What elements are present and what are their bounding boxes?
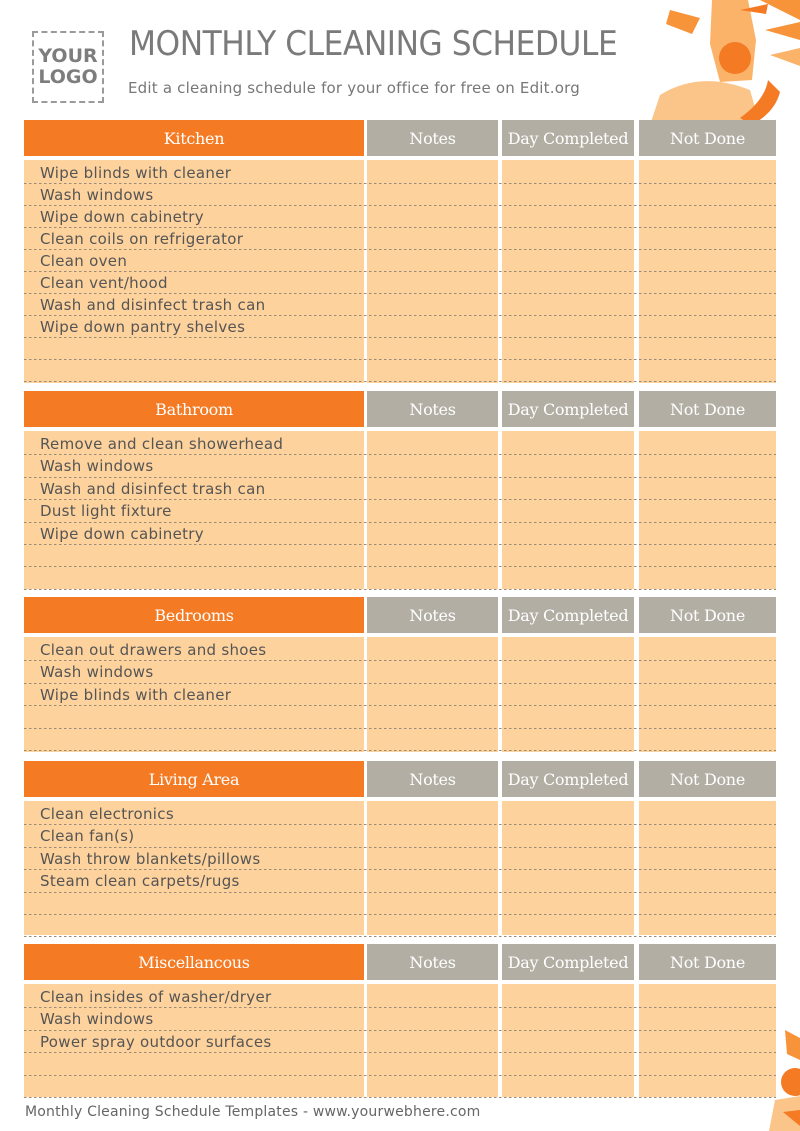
task-row[interactable]: [24, 1008, 776, 1030]
task-row[interactable]: [24, 915, 776, 937]
task-label: Dust light fixture: [40, 502, 172, 521]
task-label: Wash windows: [40, 1010, 154, 1029]
task-label: Power spray outdoor surfaces: [40, 1032, 272, 1051]
task-row[interactable]: [24, 684, 776, 706]
column-header-not-done: Not Done: [639, 944, 776, 980]
task-row[interactable]: [24, 316, 776, 338]
task-row[interactable]: [24, 986, 776, 1008]
section-living-area: [24, 761, 776, 935]
task-row[interactable]: [24, 294, 776, 316]
task-label: Clean vent/hood: [40, 274, 168, 292]
task-label: Wipe blinds with cleaner: [40, 685, 232, 704]
task-row[interactable]: [24, 433, 776, 455]
task-row[interactable]: [24, 567, 776, 589]
task-row[interactable]: [24, 500, 776, 522]
task-row[interactable]: [24, 661, 776, 683]
task-label: Remove and clean showerhead: [40, 435, 284, 453]
task-row[interactable]: [24, 825, 776, 847]
column-header-not-done: Not Done: [639, 120, 776, 156]
section-bedrooms: [24, 597, 776, 752]
logo-placeholder: [32, 31, 104, 103]
column-header-notes: Notes: [367, 944, 498, 980]
task-label: Clean out drawers and shoes: [40, 641, 267, 659]
task-label: Clean coils on refrigerator: [40, 230, 244, 248]
column-header-day-completed: Day Completed: [502, 597, 634, 633]
column-header-day-completed: Day Completed: [502, 391, 634, 427]
page-subtitle: Edit a cleaning schedule for your office for free on Edit.org: [128, 79, 580, 97]
task-row[interactable]: [24, 545, 776, 567]
task-row[interactable]: [24, 803, 776, 825]
task-row[interactable]: [24, 870, 776, 892]
task-label: Wash throw blankets/pillows: [40, 849, 261, 868]
task-label: Wipe down cabinetry: [40, 208, 204, 226]
task-label: Wash and disinfect trash can: [40, 479, 266, 498]
section-title: Bedrooms: [24, 597, 364, 633]
section-title: Kitchen: [24, 120, 364, 156]
task-label: Wash windows: [40, 457, 154, 476]
footer-text: Monthly Cleaning Schedule Templates - www.yourwebhere.com: [25, 1104, 481, 1120]
task-label: Clean electronics: [40, 805, 174, 823]
task-row[interactable]: [24, 478, 776, 500]
task-row[interactable]: [24, 848, 776, 870]
section-title: Living Area: [24, 761, 364, 797]
column-header-day-completed: Day Completed: [502, 761, 634, 797]
column-header-not-done: Not Done: [639, 391, 776, 427]
page-title: MONTHLY CLEANING SCHEDULE: [129, 24, 618, 64]
section-miscellaneous: [24, 944, 776, 1097]
task-row[interactable]: [24, 455, 776, 477]
task-row[interactable]: [24, 1031, 776, 1053]
task-label: Steam clean carpets/rugs: [40, 872, 240, 891]
task-row[interactable]: [24, 523, 776, 545]
section-header-row: [24, 120, 776, 156]
column-header-day-completed: Day Completed: [502, 944, 634, 980]
task-label: Wash and disinfect trash can: [40, 296, 266, 314]
column-header-day-completed: Day Completed: [502, 120, 634, 156]
logo-line-1: YOUR: [38, 45, 98, 67]
task-label: Clean oven: [40, 252, 128, 270]
column-header-notes: Notes: [367, 761, 498, 797]
task-label: Wash windows: [40, 186, 154, 204]
column-header-notes: Notes: [367, 120, 498, 156]
column-header-not-done: Not Done: [639, 761, 776, 797]
task-label: Wipe blinds with cleaner: [40, 164, 232, 182]
section-kitchen: [24, 120, 776, 383]
task-row[interactable]: [24, 729, 776, 751]
section-bathroom: [24, 391, 776, 589]
task-label: Wipe down pantry shelves: [40, 318, 246, 336]
task-row[interactable]: [24, 184, 776, 206]
task-row[interactable]: [24, 1076, 776, 1098]
column-header-not-done: Not Done: [639, 597, 776, 633]
task-row[interactable]: [24, 206, 776, 228]
task-row[interactable]: [24, 338, 776, 360]
task-row[interactable]: [24, 1053, 776, 1075]
section-header-row: [24, 391, 776, 427]
column-header-notes: Notes: [367, 391, 498, 427]
task-row[interactable]: [24, 228, 776, 250]
spray-bottle-illustration: [640, 0, 800, 125]
column-header-notes: Notes: [367, 597, 498, 633]
task-row[interactable]: [24, 360, 776, 382]
task-label: Wipe down cabinetry: [40, 524, 204, 543]
task-row[interactable]: [24, 162, 776, 184]
task-row[interactable]: [24, 893, 776, 915]
task-label: Wash windows: [40, 663, 154, 682]
task-label: Clean fan(s): [40, 827, 135, 846]
task-row[interactable]: [24, 272, 776, 294]
section-header-row: [24, 944, 776, 980]
section-title: Miscellancous: [24, 944, 364, 980]
task-row[interactable]: [24, 706, 776, 728]
task-row[interactable]: [24, 639, 776, 661]
task-row[interactable]: [24, 250, 776, 272]
logo-line-2: LOGO: [38, 66, 98, 88]
section-title: Bathroom: [24, 391, 364, 427]
task-label: Clean insides of washer/dryer: [40, 988, 272, 1006]
section-header-row: [24, 761, 776, 797]
section-header-row: [24, 597, 776, 633]
